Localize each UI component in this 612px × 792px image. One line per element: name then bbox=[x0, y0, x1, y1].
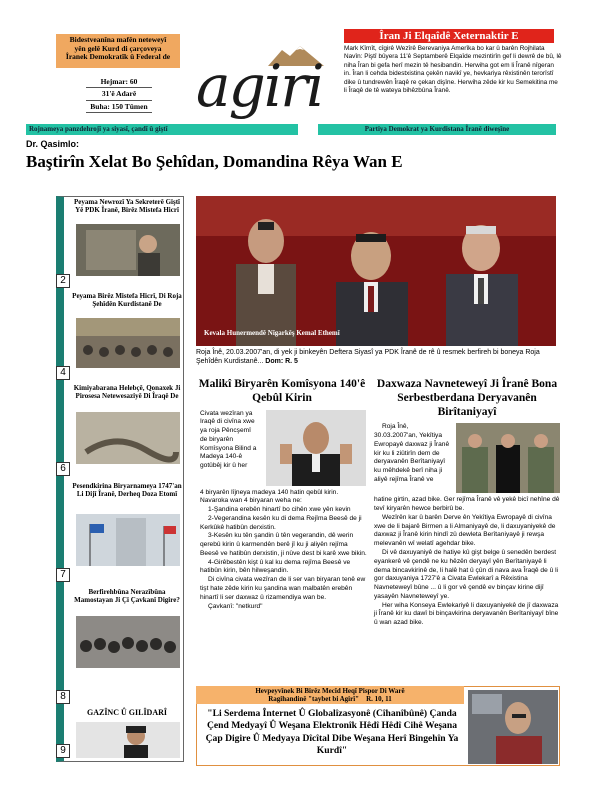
sidebar-page-number: 8 bbox=[56, 690, 70, 704]
sidebar-photo bbox=[76, 224, 180, 276]
sidebar-item-title[interactable]: Kimiyabarana Helebçê, Qonaxek Ji Pirosesa Netewesaziyê Di Îraqê De bbox=[73, 384, 181, 401]
maliki-photo bbox=[266, 410, 366, 486]
article-body bbox=[196, 489, 368, 612]
article-paragraph: 4-Girêbestên kişt û kal ku dema rejîma Beesê ve hatibûn kirin, bên hilweşandin. bbox=[200, 558, 351, 575]
issue-number: Hejmar: 60 bbox=[86, 76, 152, 88]
article-paragraph: Di civîna civata wezîran de li ser van biryaran tenê ew tişt hate zêde kirin ku şandina wan malbatên erebên hinartî li ser daxwaz û rizamendiya wan be. bbox=[200, 576, 366, 601]
issue-price: Buha: 150 Tûmen bbox=[86, 101, 152, 113]
tagline-line-2: yên gelê Kurd di çarçoveya bbox=[74, 43, 162, 53]
article-maliki bbox=[196, 378, 368, 611]
publication-subtitle-bar: Rojnameya panzdehrojî ya siyasî, çandî û giştî bbox=[26, 124, 298, 135]
main-headline: Baştirîn Xelat Bo Şehîdan, Domandina Rêya Wan E bbox=[26, 152, 403, 171]
sidebar-item-title[interactable]: Peyama Newrozî Ya Sekreterê Giştî Yê PDK Îranê, Birêz Mistefa Hicrî bbox=[73, 198, 180, 215]
interview-head-line2 bbox=[196, 695, 464, 703]
header-tagline-box bbox=[56, 34, 180, 68]
painting-caption: Kevala Hunermendê Nîgarkêş Kemal Ethemî bbox=[204, 329, 340, 337]
article-title[interactable]: Daxwaza Navneteweyî Ji Îranê Bona Serbestberdana Deryavanên Birîtaniyayî bbox=[376, 378, 558, 418]
article-paragraph: Wezîrên kar û barên Derve ên Yekîtiya Ewropayê di civîna xwe de li bajarê Birmen a li Almaniyayê de, li daxuyaniyekê de daxwaz ji Îranê kirin hindî zû dewleta Berîtaniyayê ji rewşa melevanên wî welatî agehdar bike. bbox=[374, 513, 556, 548]
article-intro: Civata wezîran ya Iraqê di civîna xwe ya roja Pêncşemî de biryarên Komîsyona Bilind a Madeya 140-ê gotûbêj kir û her bbox=[200, 409, 257, 470]
sidebar-item-title[interactable]: Peyama Birêz Mistefa Hicrî, Di Roja Şehîdên Kurdistanê De bbox=[72, 292, 182, 309]
article-source: Çavkanî: "netkurd" bbox=[208, 602, 263, 610]
sailors-photo bbox=[456, 423, 560, 493]
interview-head-subject: Ragihandinê "taybet bi Agirî" bbox=[268, 695, 360, 704]
article-british-sailors bbox=[374, 378, 560, 628]
lead-text: Roja Înê, 20.03.2007'an, di yek ji binkeyên Deftera Siyasî ya PDK Îranê de rê û resmek berfireh bi boneya Roja Şehîdên Kurdistanê... bbox=[196, 349, 540, 366]
martyrs-painting bbox=[196, 196, 556, 346]
sidebar-page-number: 2 bbox=[56, 274, 70, 288]
sidebar-page-number: 4 bbox=[56, 366, 70, 380]
sidebar-page-number: 7 bbox=[56, 568, 70, 582]
article-title[interactable]: Malikî Biryarên Komîsyona 140'ê Qebûl Kirin bbox=[198, 378, 366, 404]
sidebar-photo bbox=[76, 616, 180, 668]
masthead-logo: agiri bbox=[196, 52, 323, 120]
headline-author: Dr. Qasimlo: bbox=[26, 139, 80, 149]
sidebar-item-title[interactable]: GAZÎNC Û GILÎDARÎ bbox=[86, 708, 167, 717]
sidebar-photo bbox=[76, 318, 180, 368]
sidebar-item-title[interactable]: Berfirehbûna Nerazîbûna Mamostayan Ji Çi Çavkanî Digire? bbox=[74, 588, 180, 605]
interview-header bbox=[196, 686, 464, 704]
sidebar-photo bbox=[76, 722, 180, 758]
article-paragraph: Di vê daxuyaniyê de hatiye kû gişt belge û senedên berdest eyankerê vê çendê ne ku hêzên deryayî yên Berîtaniyayê li dema bincavkirinê de, li halê hat û çûn di nava ava Îraqê de û li gor daxuyaniya 1727'ê a Civata Ewlekarî a Rêxistina Navneteweyî bûne ... û li gor vê çendê ev binçav kirine dijî yasayên Navneteweyî ye. bbox=[374, 548, 559, 600]
lead-continued-link[interactable]: Dom: R. 5 bbox=[265, 358, 298, 366]
article-body bbox=[374, 496, 560, 627]
lead-paragraph bbox=[196, 348, 556, 366]
top-news-brief: Mark Kîmît, cîgirê Wezîrê Berevaniya Amerîka bo kar û barên Rojhilata Navîn: Piştî bûyera 11'ê Septamberê Elqaîde mezintirîn gef li dewrê de bû, lê niha Îran bi gefa herî mezin tê hesibandin. Herwiha got em li Îranê nîgeran in. Îran li cehda bidestxistina çekên navikî ye, hevkariya rêxistinên terorîstî dike û tundrewên Îraqê re çekan dişîne. Herwiha zêde kir ku Semekitina me li Îraqê de tê wateya bihêzbûna Îranê. bbox=[344, 45, 562, 95]
interviewee-photo bbox=[468, 690, 558, 764]
article-paragraph: 1-Şandina erebên hinartî bo cihên xwe yên kevin bbox=[208, 506, 351, 514]
tagline-line-3: Îranek Demokratîk û Federal de bbox=[65, 52, 171, 62]
sidebar-page-number: 6 bbox=[56, 462, 70, 476]
interview-pages[interactable]: R. 10, 11 bbox=[366, 695, 392, 704]
article-paragraph: 2-Vegerandina kesên ku di dema Rejîma Beesê de ji Kerkûkê hatibûn derxistin. bbox=[200, 514, 362, 531]
sidebar-photo bbox=[76, 514, 180, 566]
sidebar-photo bbox=[76, 412, 180, 464]
article-paragraph: 4 biryarên lîjneya madeya 140 hatin qebûl kirin. Navaroka wan 4 biryaran weha ne: bbox=[200, 488, 339, 505]
article-paragraph: Her wiha Konseya Ewlekariyê li daxuyaniyekê de jî daxwaza ji Îranê kir ku dawî bi binçavkirina deryavanên Berîtaniyayî bîne û wan azad bike. bbox=[374, 601, 559, 627]
interview-quote: "Li Serdema Înternet Û Globalîzasyonê (Cîhanîbûnê) Çanda Çend Medyayî Û Weşana Elektronîk Hêdî Hêdî Cihê Weşana Çap Digire Û Medyaya Dîcîtal Dibe Weşana Herî Bingehîn Ya Kurdî" bbox=[205, 708, 459, 756]
article-intro: Roja Înê, 30.03.2007'an, Yekîtiya Ewropayê daxwaz ji Îranê kir ku li ziûtirîn dem de deryavanên Berîtaniyayî ku mêhdekê berî niha ji aliyê rejîma Îranê ve bbox=[374, 423, 450, 483]
issue-date: 31'ê Adarê bbox=[86, 88, 152, 100]
top-news-title: Îran Ji Elqaîdê Xeternaktir E bbox=[344, 29, 554, 43]
article-paragraph: hatine girtin, azad bike. Ger rejîma Îranê vê yekê bicî nehîne dê tevî kiryarên hewce berbirû be. bbox=[374, 496, 560, 513]
interview-head-line1: Hevpeyvînek Bi Birêz Mecîd Heqî Pispor Di Warê bbox=[255, 687, 405, 695]
tagline-line-1: Bidestveanîna mafên neteweyî bbox=[69, 35, 167, 44]
article-paragraph: 3-Kesên ku tên şandin û tên vegerandin, dê werin qerebû kirin û karmendên berê jî ku ji aliyên rejîma Beesê ve hatibûn derxistin, ji nûve dest bi karê xwe bikin. bbox=[200, 532, 367, 557]
sidebar-item-title[interactable]: Pesendkirina Biryarnameya 1747'an Li Dijî Îranê, Derheq Doza Etomî bbox=[72, 482, 182, 499]
publisher-bar: Partiya Demokrat ya Kurdistana Îranê diweşîne bbox=[318, 124, 556, 135]
sidebar-contents bbox=[56, 196, 184, 762]
issue-info bbox=[86, 76, 152, 113]
sidebar-page-number: 9 bbox=[56, 744, 70, 758]
